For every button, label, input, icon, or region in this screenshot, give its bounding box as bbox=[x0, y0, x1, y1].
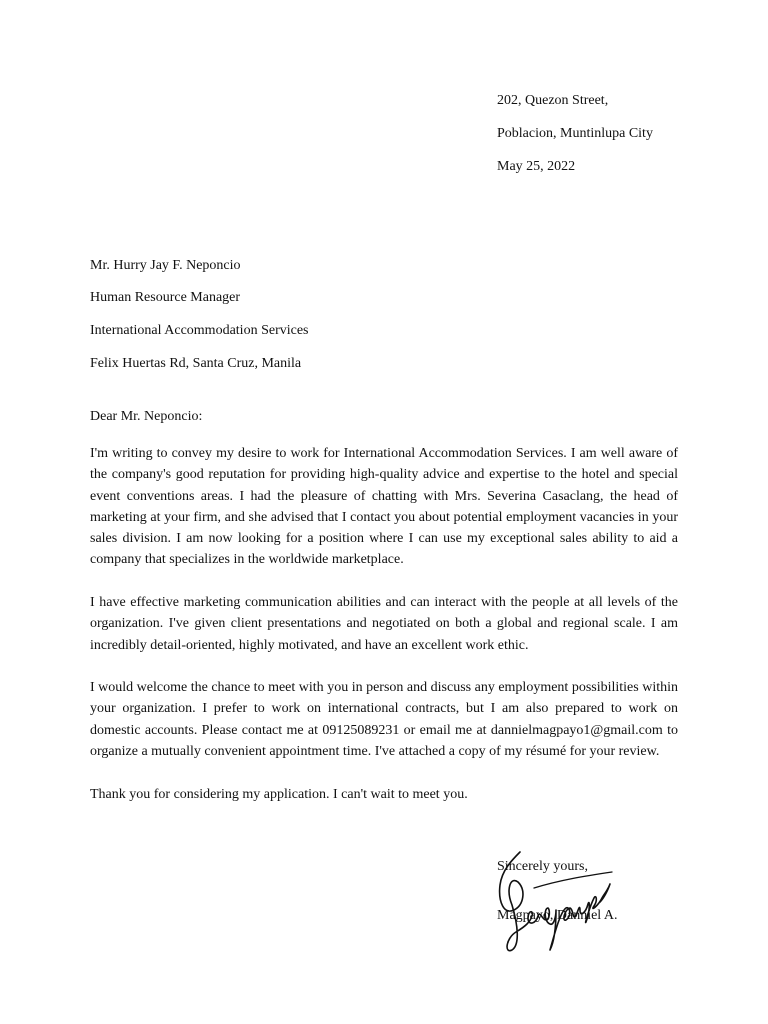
sender-city: Poblacion, Muntinlupa City bbox=[497, 126, 653, 141]
sender-street: 202, Quezon Street, bbox=[497, 93, 609, 108]
recipient-name: Mr. Hurry Jay F. Neponcio bbox=[90, 258, 241, 273]
recipient-company: International Accommodation Services bbox=[90, 323, 309, 338]
body-paragraph-3: I would welcome the chance to meet with you in person and discuss any employment possibilities within your organization. I prefer to work on international contracts, but I am also prepared to work on domestic accounts. Please contact me at 09125089231 or email me at dannielmagpayo1@gmail.com to organize a mutually convenient appointment time. I've attached a copy of my résumé for your review. bbox=[90, 680, 678, 759]
body-paragraph-2: I have effective marketing communication abilities and can interact with the people at all levels of the organization. I've given client presentations and negotiated on both a global and regional scale. I am incredibly detail-oriented, highly motivated, and have an excellent work ethic. bbox=[90, 595, 678, 653]
salutation: Dear Mr. Neponcio: bbox=[90, 409, 203, 424]
body-paragraph-4: Thank you for considering my application. I can't wait to meet you. bbox=[90, 787, 468, 802]
letter-date: May 25, 2022 bbox=[497, 159, 576, 174]
body-paragraph-1: I'm writing to convey my desire to work for International Accommodation Services. I am well aware of the company's good reputation for providing high-quality advice and expertise to the hotel and special event conventions areas. I had the pleasure of chatting with Mrs. Severina Casaclang, the head of marketing at your firm, and she advised that I contact you about potential employment vacancies in your sales division. I am now looking for a position where I can use my exceptional sales ability to aid a company that specializes in the worldwide marketplace. bbox=[90, 446, 678, 568]
handwritten-signature bbox=[490, 850, 615, 960]
closing: Sincerely yours, bbox=[497, 859, 588, 874]
recipient-title: Human Resource Manager bbox=[90, 290, 241, 305]
recipient-address: Felix Huertas Rd, Santa Cruz, Manila bbox=[90, 356, 302, 371]
signer-name: Magpayo, Danniel A. bbox=[497, 908, 618, 923]
